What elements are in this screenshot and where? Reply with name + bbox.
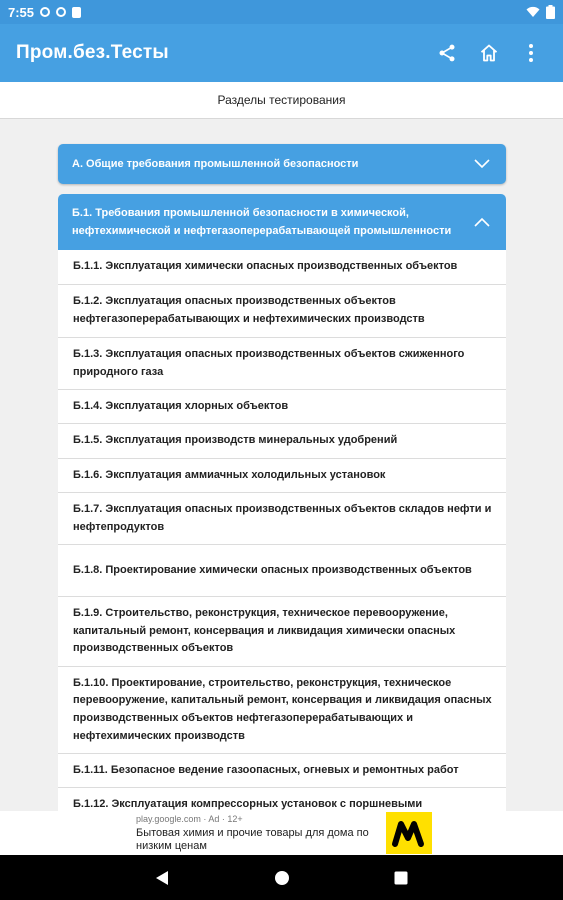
list-item[interactable]: Б.1.6. Эксплуатация аммиачных холодильных установок <box>58 459 506 493</box>
app-bar <box>0 24 563 82</box>
notification-icon <box>56 7 66 17</box>
status-time: 7:55 <box>8 4 35 20</box>
app-title: Пром.без.Тесты <box>16 42 169 63</box>
chevron-down-icon <box>474 159 490 169</box>
ad-logo[interactable] <box>386 812 432 854</box>
share-icon <box>437 43 457 63</box>
list-item[interactable]: Б.1.8. Проектирование химически опасных производственных объектов <box>58 545 506 597</box>
list-item[interactable]: Б.1.7. Эксплуатация опасных производственных объектов складов нефти и нефтепродуктов <box>58 493 506 545</box>
more-vert-icon <box>528 43 534 63</box>
subheader <box>0 82 563 119</box>
recents-icon <box>394 871 408 885</box>
ad-logo-icon <box>391 818 427 848</box>
chevron-up-icon <box>474 217 490 227</box>
battery-icon <box>546 5 555 19</box>
wifi-icon <box>526 6 540 18</box>
section-b1-header[interactable] <box>58 194 506 250</box>
more-options-button[interactable] <box>513 35 549 71</box>
status-bar <box>0 0 563 24</box>
list-item[interactable]: Б.1.10. Проектирование, строительство, реконструкция, техническое перевооружение, капитальный ремонт, консервация и ликвидация опасных производственных объектов нефтегазоперерабатывающих и нефтехимических производств <box>58 667 506 754</box>
subheader-title: Разделы тестирования <box>217 93 346 107</box>
section-a-header[interactable] <box>58 144 506 184</box>
content-area[interactable] <box>0 119 563 811</box>
navigation-bar <box>0 855 563 900</box>
list-item[interactable]: Б.1.3. Эксплуатация опасных производственных объектов сжиженного природного газа <box>58 338 506 390</box>
section-b1-list <box>58 250 506 811</box>
home-nav-button[interactable] <box>271 867 293 889</box>
list-item[interactable]: Б.1.5. Эксплуатация производств минеральных удобрений <box>58 424 506 459</box>
list-item[interactable]: Б.1.9. Строительство, реконструкция, техническое перевооружение, капитальный ремонт, консервация и ликвидация химически опасных производственных объектов <box>58 597 506 667</box>
recents-button[interactable] <box>390 867 412 889</box>
list-item[interactable]: Б.1.2. Эксплуатация опасных производственных объектов нефтегазоперерабатывающих и нефтехимических производств <box>58 285 506 338</box>
ad-source: play.google.com · Ad · 12+ <box>136 814 243 824</box>
section-a-label: А. Общие требования промышленной безопасности <box>72 158 359 170</box>
home-button[interactable] <box>471 35 507 71</box>
list-item[interactable]: Б.1.4. Эксплуатация хлорных объектов <box>58 390 506 424</box>
sd-card-icon <box>72 7 81 18</box>
home-icon <box>479 43 499 63</box>
ad-text: Бытовая химия и прочие товары для дома по низким ценам <box>136 827 369 852</box>
list-item[interactable]: Б.1.11. Безопасное ведение газоопасных, огневых и ремонтных работ <box>58 754 506 788</box>
section-b1-label: Б.1. Требования промышленной безопасности в химической, нефтехимической и нефтегазоперерабатывающей промышленности <box>72 207 452 237</box>
list-item[interactable]: Б.1.1. Эксплуатация химически опасных производственных объектов <box>58 250 506 285</box>
back-icon <box>155 870 169 886</box>
back-button[interactable] <box>151 867 173 889</box>
share-button[interactable] <box>429 35 465 71</box>
ad-banner[interactable] <box>0 811 563 855</box>
notification-icon <box>40 7 50 17</box>
home-circle-icon <box>274 870 290 886</box>
list-item[interactable]: Б.1.12. Эксплуатация компрессорных установок с поршневыми <box>58 788 506 811</box>
